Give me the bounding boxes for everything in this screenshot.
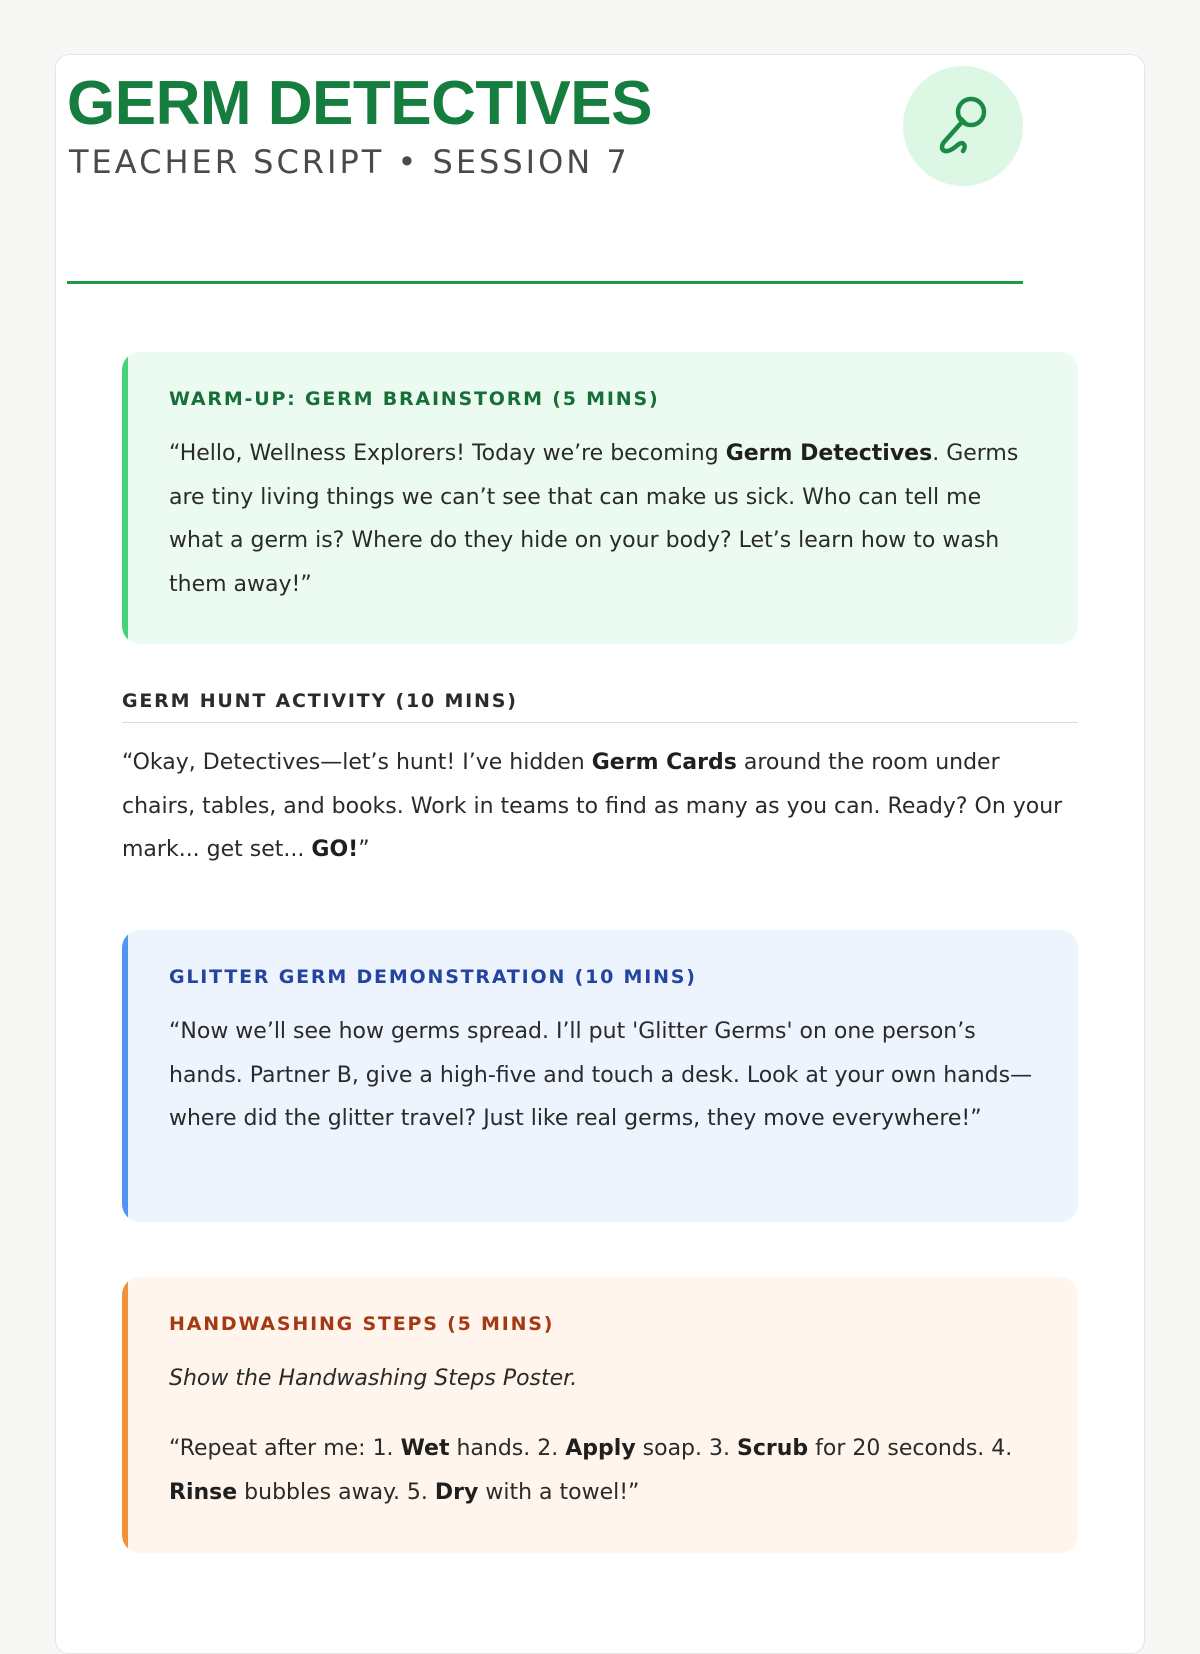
glitter-script: “Now we’ll see how germs spread. I’ll put 'Glitter Germs' on one person’s hands. Partner B, give a high-five and touch a desk. Look at your own hands—where did the glitter travel? Just like real germs, they move everywhere!” bbox=[169, 1019, 1033, 1131]
step-wet: Wet bbox=[400, 1436, 450, 1461]
hunt-text-2: around the room under chairs, tables, and books. Work in teams to find as many as you can. Ready? On your mark... get set... bbox=[122, 750, 1063, 862]
hunt-divider bbox=[122, 722, 1078, 723]
hunt-text-1: “Okay, Detectives—let’s hunt! I’ve hidden bbox=[122, 750, 592, 775]
warmup-script bbox=[169, 432, 1038, 606]
page-header bbox=[67, 66, 1023, 224]
warmup-bold-germ-detectives: Germ Detectives bbox=[725, 441, 933, 466]
microphone-icon bbox=[933, 92, 993, 158]
warmup-text-2: . Germs are tiny living things we can’t see that can make us sick. Who can tell me what a germ is? Where do they hide on your body? Let’s learn how to wash them away!” bbox=[169, 441, 1019, 597]
page-title: GERM DETECTIVES bbox=[67, 69, 653, 138]
warmup-text-1: “Hello, Wellness Explorers! Today we’re becoming bbox=[169, 441, 726, 466]
warmup-section bbox=[122, 352, 1078, 644]
handwashing-script bbox=[169, 1427, 1038, 1514]
page-subtitle: TEACHER SCRIPT • SESSION 7 bbox=[69, 143, 630, 181]
hunt-script bbox=[122, 741, 1078, 872]
steps-text-0: “Repeat after me: 1. bbox=[169, 1436, 401, 1461]
handwashing-instruction: Show the Handwashing Steps Poster. bbox=[169, 1366, 578, 1391]
hunt-text-3: ” bbox=[358, 837, 370, 862]
steps-text-2: soap. 3. bbox=[635, 1436, 737, 1461]
glitter-heading: GLITTER GERM DEMONSTRATION (10 MINS) bbox=[169, 966, 697, 988]
steps-text-5: with a towel!” bbox=[478, 1479, 640, 1505]
step-apply: Apply bbox=[565, 1436, 636, 1461]
handwashing-heading: HANDWASHING STEPS (5 MINS) bbox=[169, 1313, 555, 1335]
hunt-bold-go: GO! bbox=[311, 837, 359, 862]
hunt-section bbox=[122, 690, 1078, 872]
step-rinse: Rinse bbox=[169, 1479, 238, 1505]
steps-text-3: for 20 seconds. 4. bbox=[808, 1436, 1013, 1461]
header-divider bbox=[67, 281, 1023, 284]
hunt-heading: GERM HUNT ACTIVITY (10 MINS) bbox=[122, 690, 518, 712]
glitter-section bbox=[122, 930, 1078, 1222]
steps-text-4: bubbles away. 5. bbox=[237, 1479, 435, 1505]
steps-text-1: hands. 2. bbox=[449, 1436, 566, 1461]
handwashing-section bbox=[122, 1277, 1078, 1553]
warmup-heading: WARM-UP: GERM BRAINSTORM (5 MINS) bbox=[169, 388, 660, 410]
step-dry: Dry bbox=[434, 1479, 479, 1505]
microphone-badge bbox=[903, 66, 1023, 186]
hunt-bold-germ-cards: Germ Cards bbox=[591, 750, 737, 775]
step-scrub: Scrub bbox=[737, 1436, 809, 1461]
